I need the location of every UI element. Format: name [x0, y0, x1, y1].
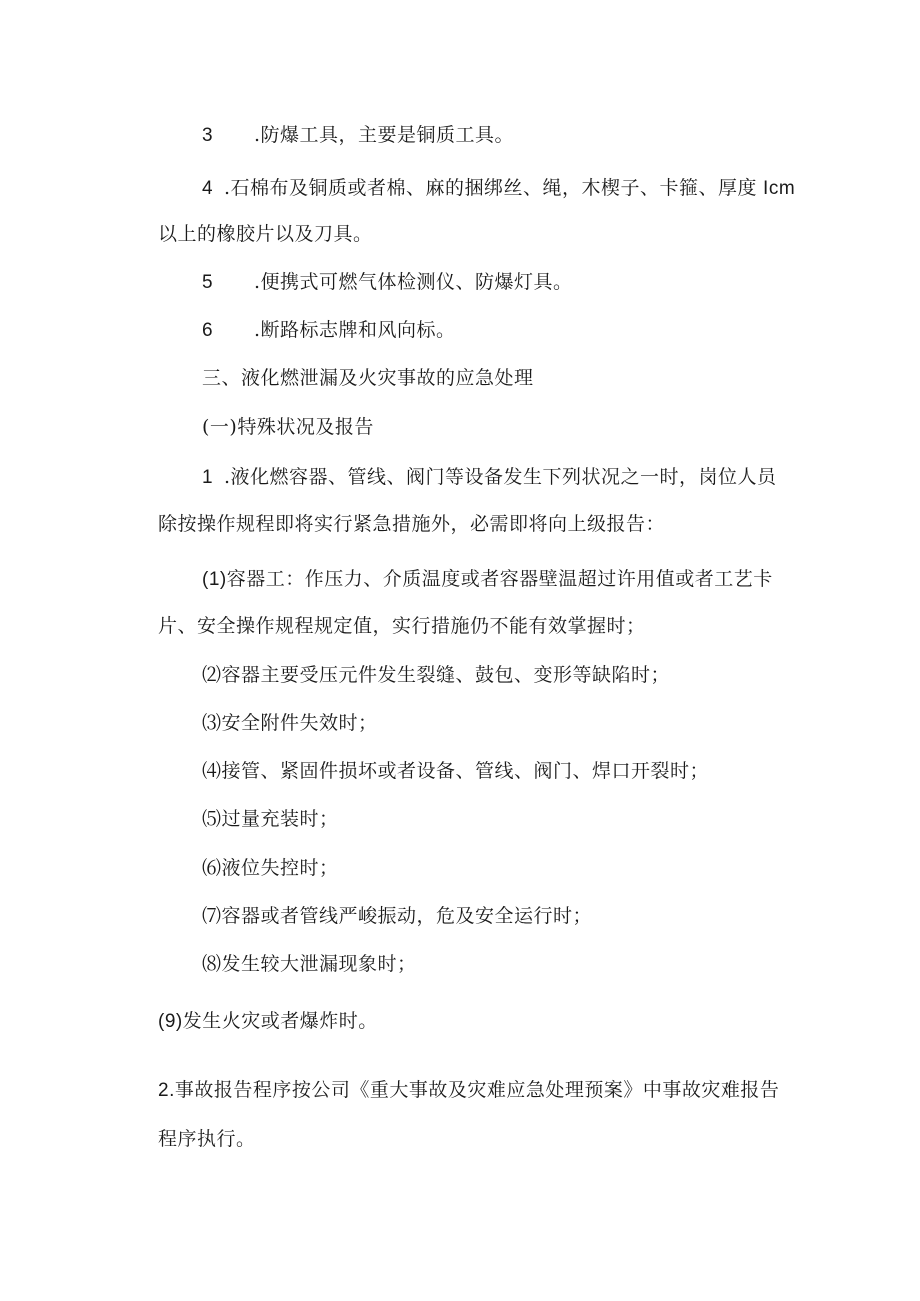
- item-text: .防爆工具，主要是铜质工具。: [254, 124, 515, 146]
- condition-1-line-1: [202, 567, 773, 592]
- condition-7: ⑺容器或者管线严峻振动，危及安全运行时；: [202, 905, 593, 927]
- paragraph-1-line-1: [202, 465, 777, 490]
- condition-text: 容器工：作压力、介质温度或者容器壁温超过许用值或者工艺卡: [226, 568, 773, 590]
- condition-6: ⑹液位失控时；: [202, 857, 339, 879]
- condition-8: ⑻发生较大泄漏现象时；: [202, 953, 417, 975]
- condition-1-line-2: 片、安全操作规程规定值，实行措施仍不能有效掌握时；: [158, 615, 646, 637]
- item-4-line-1: [202, 176, 795, 201]
- paragraph-1-line-2: 除按操作规程即将实行紧急措施外，必需即将向上级报告：: [158, 513, 666, 535]
- paragraph-text: 事故报告程序按公司《重大事故及灾难应急处理预案》中事故灾难报告: [174, 1079, 780, 1101]
- item-number: 4: [202, 178, 214, 199]
- item-number: 5: [202, 272, 214, 293]
- paragraph-number: 1: [202, 467, 214, 488]
- paragraph-2-line-1: [158, 1078, 779, 1103]
- condition-5: ⑸过量充装时；: [202, 808, 339, 830]
- condition-2: ⑵容器主要受压元件发生裂缝、鼓包、变形等缺陷时；: [202, 664, 671, 686]
- paragraph-number: 2.: [158, 1080, 175, 1101]
- item-3: [202, 123, 514, 148]
- item-unit: Icm: [763, 178, 796, 199]
- item-number: 3: [202, 125, 214, 146]
- item-5: [202, 270, 573, 295]
- condition-4: ⑷接管、紧固件损坏或者设备、管线、阀门、焊口开裂时；: [202, 760, 710, 782]
- item-text: 以上的橡胶片以及刀具。: [158, 223, 373, 245]
- condition-9: [158, 1009, 378, 1034]
- paragraph-2-line-2: 程序执行。: [158, 1128, 256, 1150]
- condition-text: 发生火灾或者爆炸时。: [182, 1010, 378, 1032]
- condition-number: (9): [158, 1011, 183, 1032]
- item-text: .便携式可燃气体检测仪、防爆灯具。: [254, 271, 573, 293]
- item-4-line-2: [158, 222, 373, 246]
- item-text: .断路标志牌和风向标。: [254, 319, 456, 341]
- item-number: 6: [202, 320, 214, 341]
- paragraph-text: .液化燃容器、管线、阀门等设备发生下列状况之一时，岗位人员: [224, 466, 777, 488]
- item-text: .石棉布及铜质或者棉、麻的捆绑丝、绳，木楔子、卡箍、厚度: [224, 177, 758, 199]
- section-heading: 三、液化燃泄漏及火灾事故的应急处理: [202, 367, 534, 389]
- condition-number: (1): [202, 569, 227, 590]
- condition-3: ⑶安全附件失效时；: [202, 712, 378, 734]
- subsection-heading: (一)特殊状况及报告: [202, 416, 374, 438]
- item-6: [202, 318, 456, 343]
